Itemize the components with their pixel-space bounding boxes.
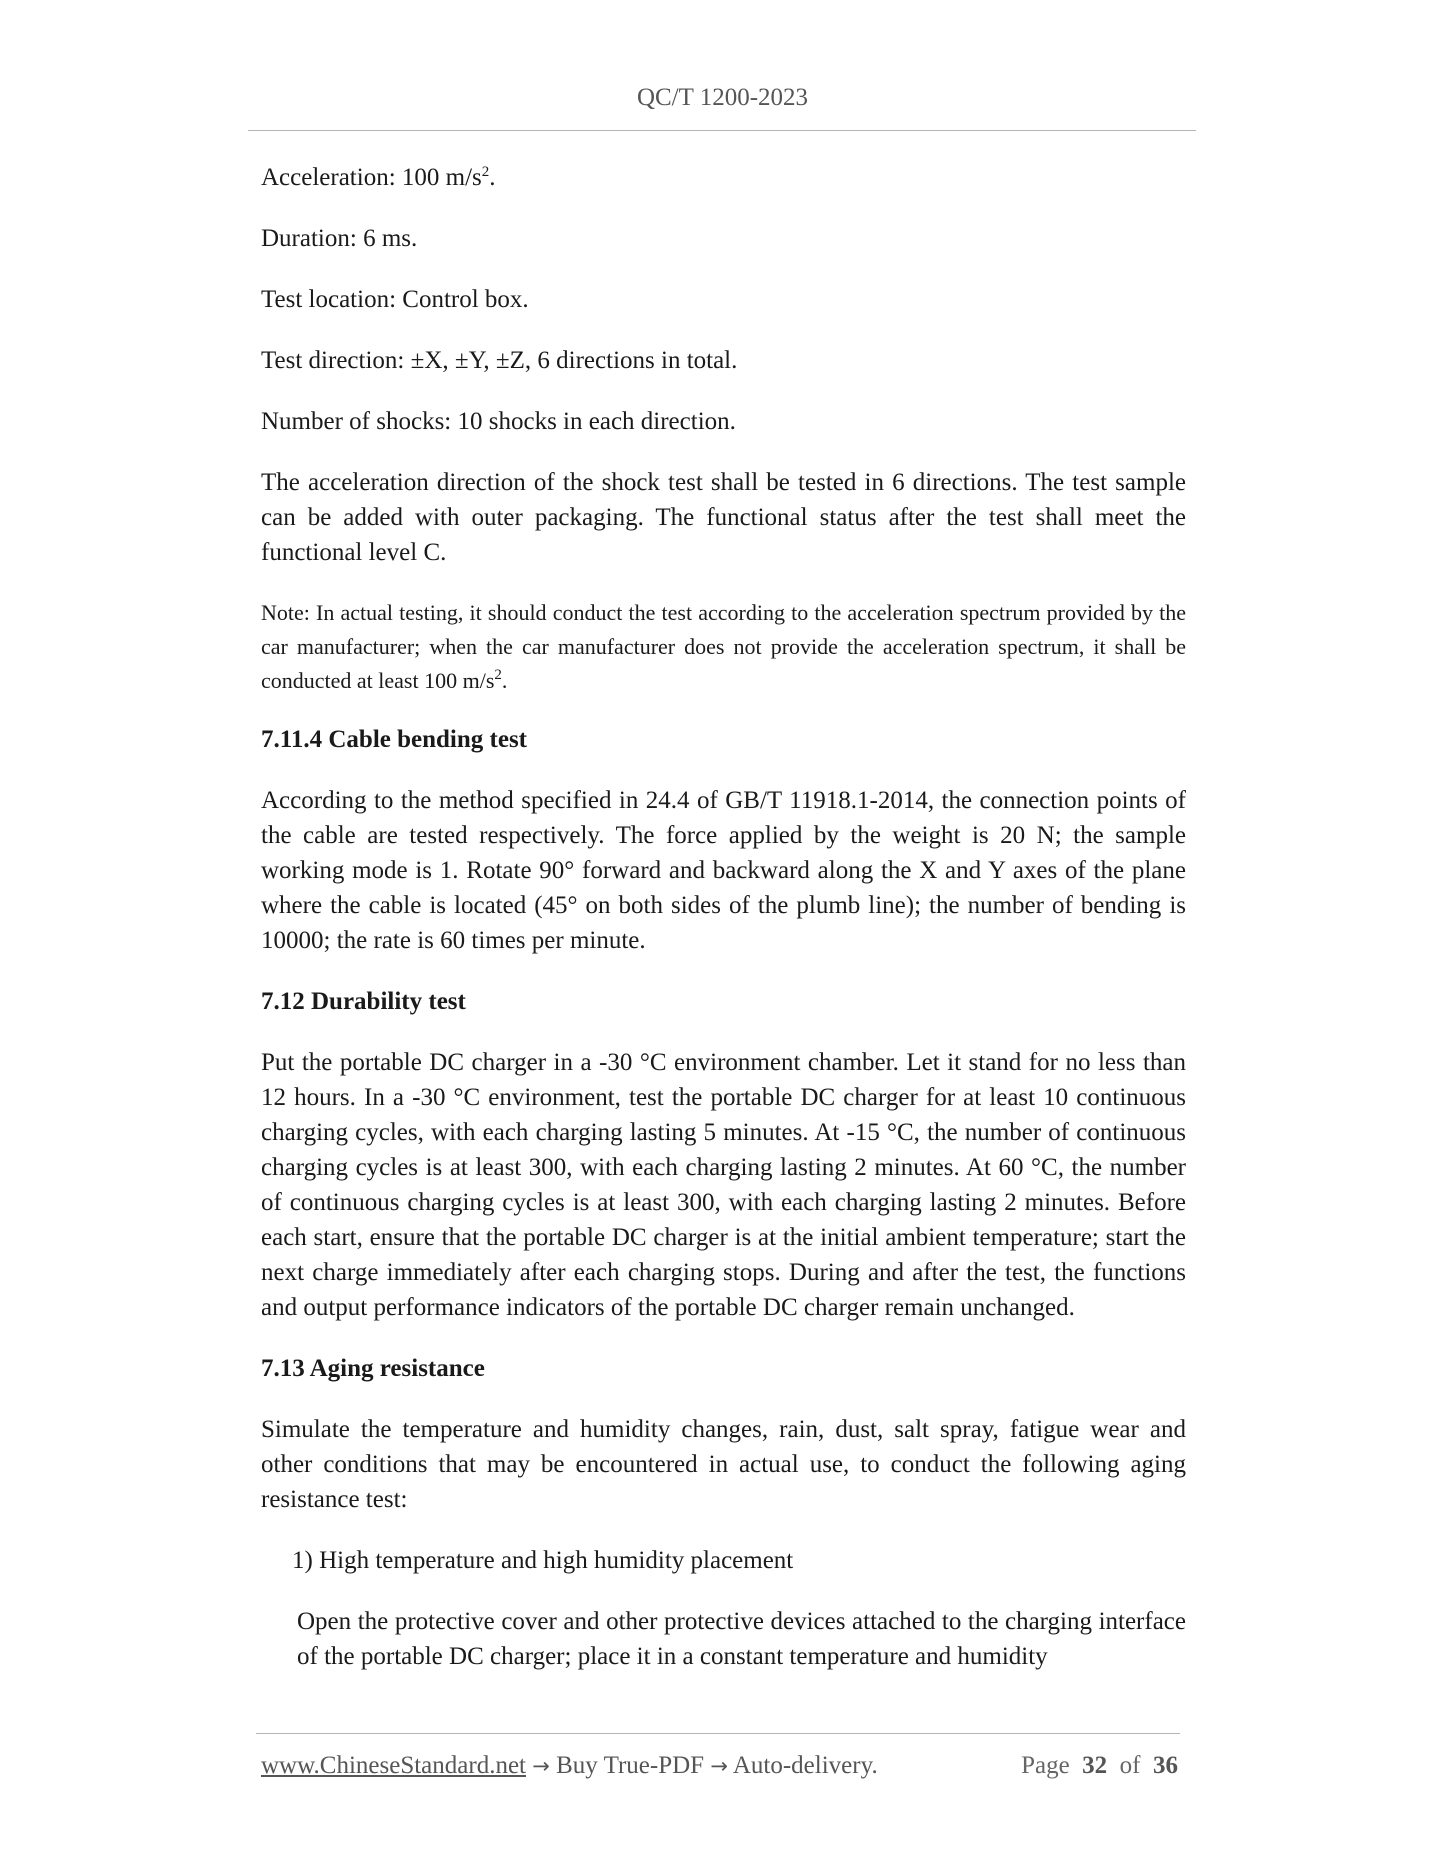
heading-aging-resistance: 7.13 Aging resistance	[261, 1355, 485, 1382]
note-end: .	[501, 668, 508, 693]
buy-true-pdf-text: Buy True-PDF	[556, 1752, 705, 1779]
acceleration-line	[261, 160, 1186, 195]
page-number	[1021, 1752, 1178, 1780]
of-label: of	[1119, 1752, 1141, 1779]
heading-cable-bending-test: 7.11.4 Cable bending test	[261, 726, 528, 753]
footer-divider	[256, 1733, 1180, 1734]
arrow-right-icon-2: →	[710, 1754, 728, 1778]
aging-paragraph: Simulate the temperature and humidity changes, rain, dust, salt spray, fatigue wear and other conditions that may be encountered in actual use, to conduct the following aging resistance test:	[261, 1416, 1186, 1513]
protective-cover-paragraph: Open the protective cover and other protective devices attached to the charging interface of the portable DC charger; place it in a constant temperature and humidity	[297, 1608, 1186, 1670]
shock-test-paragraph: The acceleration direction of the shock test shall be tested in 6 directions. The test sample can be added with outer packaging. The functional status after the test shall meet the functional level C.	[261, 469, 1186, 566]
acceleration-end: .	[489, 164, 496, 191]
page-total: 36	[1153, 1752, 1178, 1779]
note-text: Note: In actual testing, it should conduct the test according to the acceleration spectrum provided by the car manufacturer; when the car manufacturer does not provide the acceleration spectrum, it shall be conducted at least 100 m/s	[261, 600, 1186, 693]
page-header-doc-code: QC/T 1200-2023	[636, 84, 809, 111]
arrow-right-icon: →	[532, 1754, 550, 1778]
list-item-high-temperature: 1) High temperature and high humidity placement	[292, 1547, 794, 1574]
footer-promo	[261, 1752, 878, 1780]
header-divider	[248, 130, 1196, 131]
page-body	[261, 160, 1186, 1700]
auto-delivery-text: Auto-delivery.	[732, 1752, 878, 1779]
acceleration-text: Acceleration: 100 m/s	[261, 164, 482, 191]
note-paragraph	[261, 596, 1186, 698]
cable-bending-paragraph: According to the method specified in 24.4 of GB/T 11918.1-2014, the connection points of the cable are tested respectively. The force applied by the weight is 20 N; the sample working mode is 1. Rotate 90° forward and backward along the X and Y axes of the plane where the cable is located (45° on both sides of the plumb line); the number of bending is 10000; the rate is 60 times per minute.	[261, 787, 1186, 954]
page-current: 32	[1082, 1752, 1108, 1779]
heading-durability-test: 7.12 Durability test	[261, 988, 466, 1015]
test-location-line: Test location: Control box.	[261, 286, 529, 313]
site-link[interactable]: www.ChineseStandard.net	[261, 1752, 526, 1779]
test-direction-line: Test direction: ±X, ±Y, ±Z, 6 directions in total.	[261, 347, 738, 374]
acceleration-superscript: 2	[481, 164, 490, 180]
number-of-shocks-line: Number of shocks: 10 shocks in each direction.	[261, 408, 736, 435]
duration-line: Duration: 6 ms.	[261, 225, 418, 252]
page-label: Page	[1021, 1752, 1070, 1779]
durability-paragraph: Put the portable DC charger in a -30 °C environment chamber. Let it stand for no less than 12 hours. In a -30 °C environment, test the portable DC charger for at least 10 continuous charging cycles, with each charging lasting 5 minutes. At -15 °C, the number of continuous charging cycles is at least 300, with each charging lasting 2 minutes. At 60 °C, the number of continuous charging cycles is at least 300, with each charging lasting 2 minutes. Before each start, ensure that the portable DC charger is at the initial ambient temperature; start the next charge immediately after each charging stops. During and after the test, the functions and output performance indicators of the portable DC charger remain unchanged.	[261, 1049, 1186, 1321]
note-superscript: 2	[494, 667, 502, 683]
